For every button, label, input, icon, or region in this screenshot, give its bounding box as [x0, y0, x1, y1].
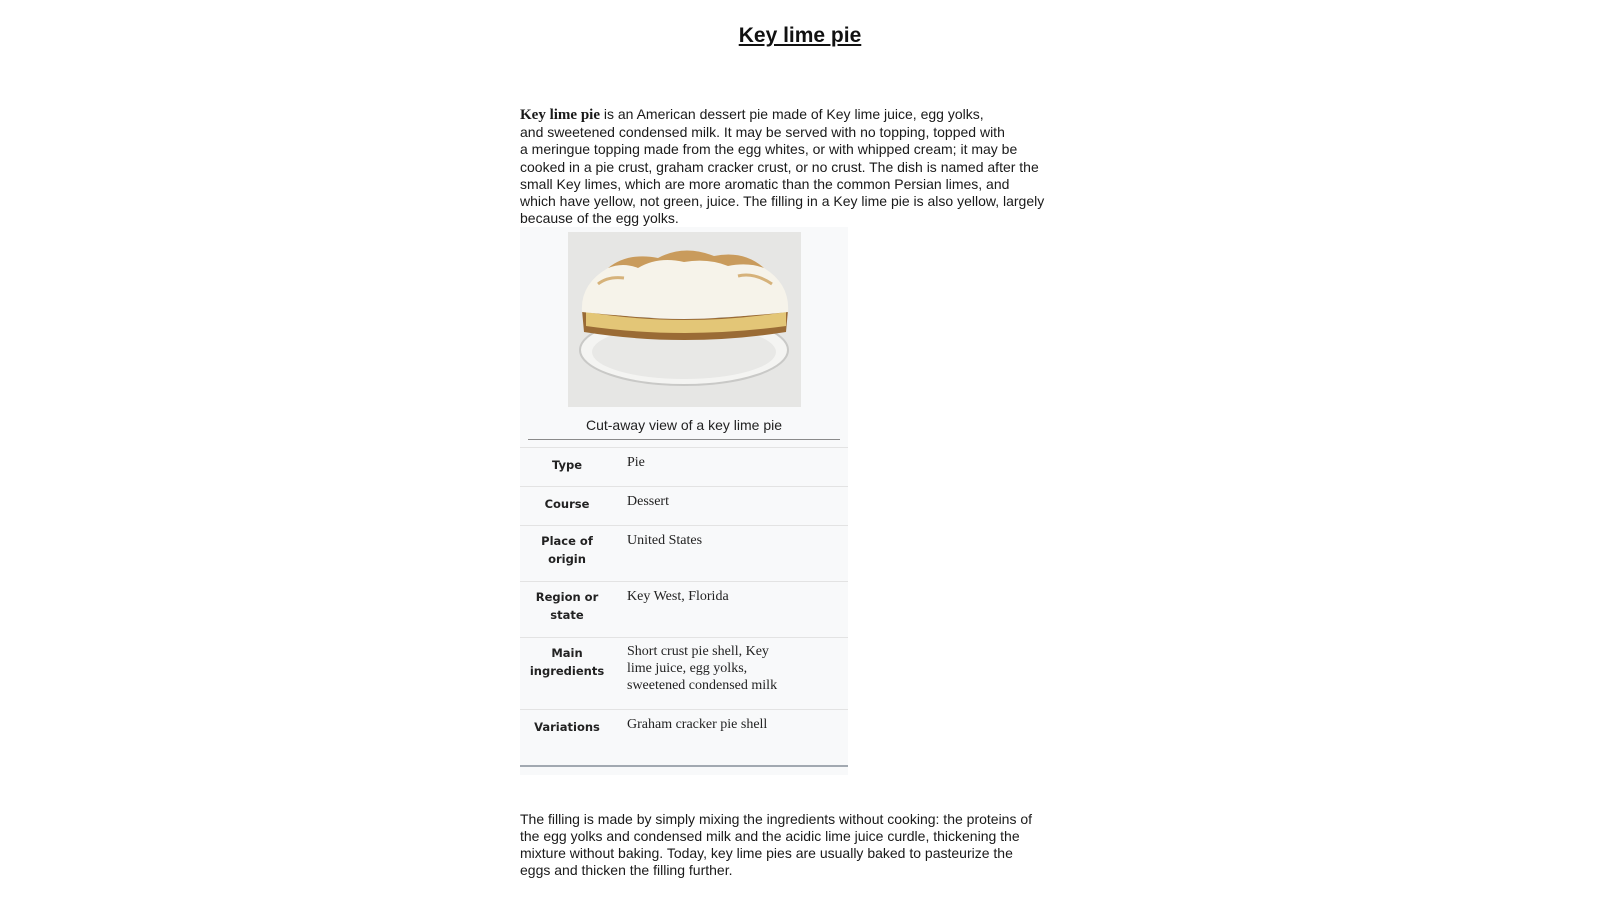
- row-label: Type: [551, 458, 582, 472]
- row-label: Main ingredients: [529, 646, 605, 678]
- row-value: Pie: [627, 455, 645, 470]
- intro-lead-term: Key lime pie: [520, 107, 600, 123]
- infobox-bottom-border: [520, 765, 848, 767]
- infobox: [520, 227, 848, 775]
- body-line: mixture without baking. Today, key lime pies are usually baked to pasteurize the: [520, 845, 1013, 861]
- intro-line: a meringue topping made from the egg whites, or with whipped cream; it may be: [520, 141, 1018, 158]
- body-line: The filling is made by simply mixing the ingredients without cooking: the proteins of: [520, 811, 1033, 827]
- row-value: Dessert: [627, 494, 669, 509]
- intro-paragraph: [520, 106, 1080, 227]
- intro-line: cooked in a pie crust, graham cracker crust, or no crust. The dish is named after the: [520, 158, 1039, 175]
- row-label: Variations: [534, 720, 600, 734]
- article-title: Key lime pie: [738, 24, 862, 47]
- row-value: Key West, Florida: [627, 589, 729, 604]
- body-line: eggs and thicken the filling further.: [520, 862, 733, 878]
- intro-line: which have yellow, not green, juice. The filling in a Key lime pie is also yellow, largely: [520, 193, 1045, 210]
- intro-line: and sweetened condensed milk. It may be served with no topping, topped with: [520, 124, 1005, 141]
- infobox-row-place-of-origin: [520, 525, 848, 582]
- row-label: Place of origin: [541, 534, 593, 566]
- infobox-row-variations: [520, 709, 848, 766]
- row-label: Course: [544, 497, 590, 511]
- row-value: Short crust pie shell, Key lime juice, egg yolks, sweetened condensed milk: [627, 644, 778, 693]
- intro-line: is an American dessert pie made of Key lime juice, egg yolks,: [599, 106, 984, 122]
- row-value: Graham cracker pie shell: [627, 717, 768, 732]
- row-value: United States: [627, 533, 703, 548]
- body-line: the egg yolks and condensed milk and the acidic lime juice curdle, thickening the: [520, 828, 1020, 844]
- infobox-row-main-ingredients: [520, 637, 848, 710]
- body-paragraph: [520, 811, 1080, 879]
- intro-line: small Key limes, which are more aromatic than the common Persian limes, and: [520, 175, 1010, 192]
- infobox-row-type: [520, 447, 848, 487]
- infobox-row-course: [520, 486, 848, 526]
- image-caption: Cut-away view of a key lime pie: [585, 417, 783, 433]
- pie-photo-illustration: [568, 232, 801, 407]
- row-label: Region or state: [535, 590, 599, 622]
- infobox-row-region: [520, 581, 848, 638]
- intro-line: because of the egg yolks.: [520, 210, 679, 227]
- pie-photo: [568, 232, 801, 407]
- caption-divider: [528, 439, 840, 440]
